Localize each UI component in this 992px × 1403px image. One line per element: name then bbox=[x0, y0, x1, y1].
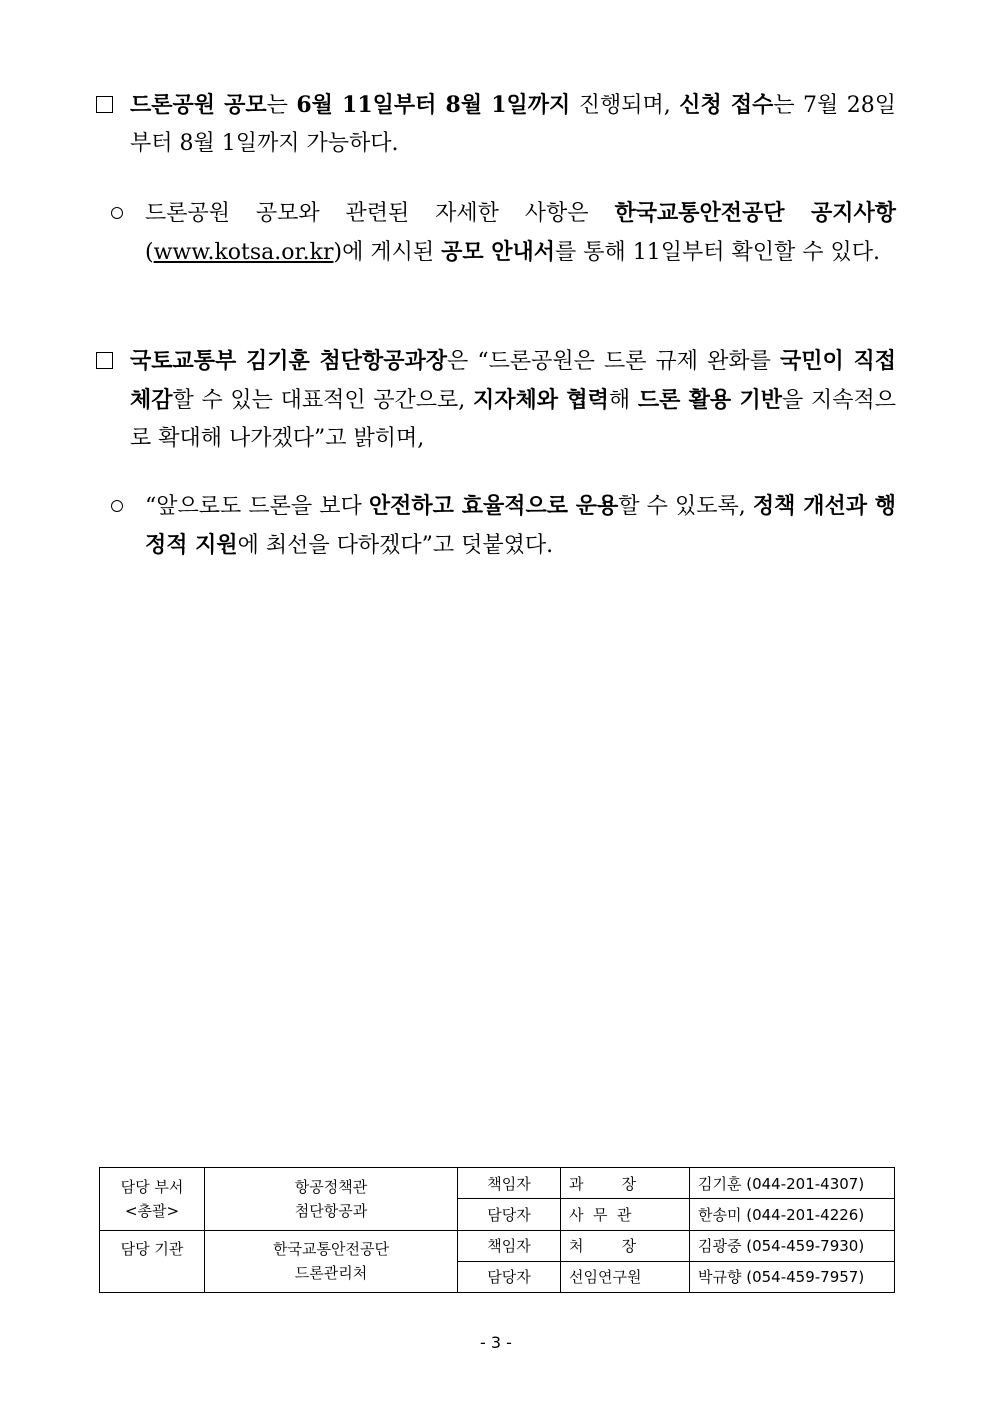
bold-text: 지자체와 협력 bbox=[472, 387, 609, 413]
bold-text: 한국교통안전공단 공지사항 bbox=[614, 200, 897, 226]
dept-name: 항공정책관 bbox=[294, 1177, 368, 1196]
text: 는 7월 28일부터 8월 1일까지 가능하다. bbox=[130, 93, 897, 156]
agency-name-cell bbox=[205, 1230, 458, 1293]
dept-label-sub: <총괄> bbox=[124, 1201, 180, 1220]
paragraph-details-notice bbox=[145, 194, 896, 272]
title-cell: 과 장 bbox=[561, 1168, 690, 1199]
text: “앞으로도 드론을 보다 bbox=[145, 494, 369, 519]
contact-name-cell: 박규향 (054-459-7957) bbox=[690, 1261, 895, 1292]
agency-name: 한국교통안전공단 bbox=[273, 1240, 389, 1259]
table-row bbox=[100, 1168, 895, 1199]
text: )에 게시된 bbox=[333, 240, 442, 265]
bold-text: 드론 활용 기반 bbox=[637, 387, 783, 413]
bold-text: 공모 안내서 bbox=[441, 239, 555, 265]
paragraph-contest-period bbox=[130, 86, 896, 163]
role-cell: 담당자 bbox=[458, 1199, 561, 1230]
dept-name-cell bbox=[205, 1168, 458, 1231]
circle-bullet-icon bbox=[111, 500, 123, 512]
bold-text: 국민이 직접 체감 bbox=[130, 348, 896, 413]
text: 는 bbox=[266, 93, 297, 118]
dept-label-cell bbox=[100, 1168, 205, 1231]
square-bullet-icon bbox=[96, 352, 113, 369]
dept-label: 담당 부서 bbox=[120, 1177, 184, 1196]
bold-text: 6월 11일부터 8월 1일까지 bbox=[296, 92, 571, 118]
role-cell: 책임자 bbox=[458, 1168, 561, 1199]
dept-name-sub: 첨단항공과 bbox=[294, 1201, 368, 1220]
text: 진행되며, bbox=[570, 93, 680, 118]
text: 은 “드론공원은 드론 규제 완화를 bbox=[447, 349, 780, 374]
page-number: - 3 - bbox=[480, 1333, 512, 1352]
agency-label-cell: 담당 기관 bbox=[100, 1230, 205, 1293]
text: ( bbox=[145, 240, 154, 265]
title-cell: 처 장 bbox=[561, 1230, 690, 1261]
text: 드론공원 공모와 관련된 자세한 사항은 bbox=[145, 201, 615, 226]
agency-name-sub: 드론관리처 bbox=[294, 1264, 368, 1283]
title-cell: 사 무 관 bbox=[561, 1199, 690, 1230]
square-bullet-icon bbox=[96, 96, 113, 113]
role-cell: 책임자 bbox=[458, 1230, 561, 1261]
contact-name-cell: 김기훈 (044-201-4307) bbox=[690, 1168, 895, 1199]
table-row bbox=[100, 1230, 895, 1261]
text: 할 수 있는 대표적인 공간으로, bbox=[172, 388, 473, 413]
bold-text: 정책 개선과 행정적 지원 bbox=[145, 493, 897, 558]
contact-name-cell: 김광중 (054-459-7930) bbox=[690, 1230, 895, 1261]
bold-text: 안전하고 효율적으로 운용 bbox=[368, 493, 619, 519]
text: 을 지속적으로 확대해 나가겠다”고 밝히며, bbox=[130, 388, 896, 451]
contact-table bbox=[99, 1167, 895, 1293]
role-cell: 담당자 bbox=[458, 1261, 561, 1292]
text: 에 최선을 다하겠다”고 덧붙였다. bbox=[237, 533, 554, 558]
bold-text: 국토교통부 김기훈 첨단항공과장 bbox=[130, 348, 448, 374]
text: 할 수 있도록, bbox=[618, 494, 753, 519]
bold-text: 드론공원 공모 bbox=[130, 92, 267, 118]
text: 해 bbox=[608, 388, 638, 413]
contact-name-cell: 한송미 (044-201-4226) bbox=[690, 1199, 895, 1230]
text: 를 통해 11일부터 확인할 수 있다. bbox=[554, 240, 880, 265]
title-cell: 선임연구원 bbox=[561, 1261, 690, 1292]
kotsa-website-link[interactable]: www.kotsa.or.kr bbox=[153, 240, 334, 265]
paragraph-director-quote bbox=[130, 342, 896, 458]
paragraph-closing-quote bbox=[145, 487, 896, 565]
bold-text: 신청 접수 bbox=[679, 92, 774, 118]
circle-bullet-icon bbox=[111, 207, 123, 219]
